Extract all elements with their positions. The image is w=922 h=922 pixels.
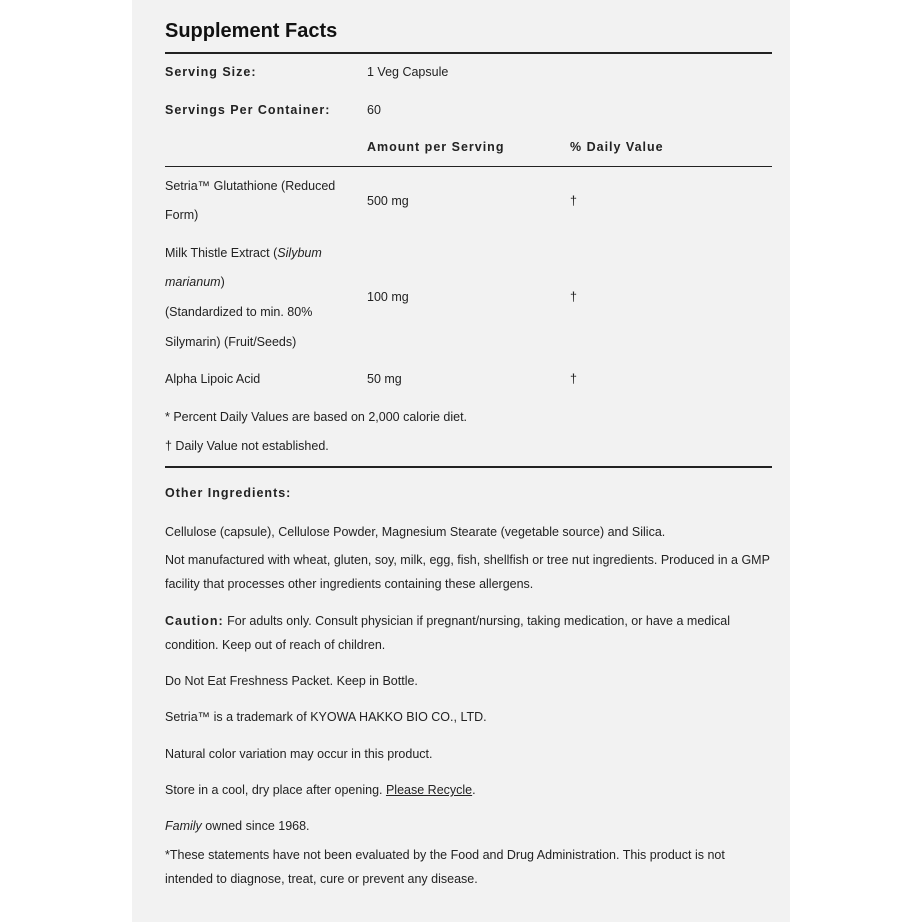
caution-label: Caution: [165, 614, 224, 628]
allergen-statement: Not manufactured with wheat, gluten, soy, milk, egg, fish, shellfish or tree nut ingredients. Produced in a GMP facility that processes other ingredients containing these allergens. [165, 553, 770, 591]
footnote-dagger: † Daily Value not established. [165, 439, 329, 453]
caution-statement [165, 609, 775, 657]
ingredient-amount: 500 mg [367, 194, 409, 208]
ingredient-dv: † [570, 372, 577, 386]
trademark-note: Setria™ is a trademark of KYOWA HAKKO BIO CO., LTD. [165, 710, 487, 724]
other-ingredients-text: Cellulose (capsule), Cellulose Powder, Magnesium Stearate (vegetable source) and Silica. [165, 525, 666, 539]
footnote-percent: * Percent Daily Values are based on 2,000 calorie diet. [165, 410, 468, 424]
ingredient-name-line: marianum) [165, 275, 225, 289]
ingredient-name-line: Silymarin) (Fruit/Seeds) [165, 335, 297, 349]
storage-note: Store in a cool, dry place after opening. Please Recycle. [165, 783, 476, 797]
facts-bottom-divider [165, 466, 772, 468]
fda-disclaimer: *These statements have not been evaluated by the Food and Drug Administration. This product is not intended to diagnose, treat, cure or prevent any disease. [165, 848, 725, 886]
serving-size-value: 1 Veg Capsule [367, 65, 449, 79]
header-divider [165, 166, 772, 167]
ingredient-name-line: (Standardized to min. 80% [165, 305, 313, 319]
color-variation-note: Natural color variation may occur in this product. [165, 747, 433, 761]
ingredient-dv: † [570, 194, 577, 208]
ingredient-name-line: Setria™ Glutathione (Reduced [165, 179, 336, 193]
family-owned-note: Family owned since 1968. [165, 819, 310, 833]
please-recycle-link[interactable]: Please Recycle [385, 783, 473, 797]
ingredient-amount: 100 mg [367, 290, 409, 304]
serving-size-label: Serving Size: [165, 65, 257, 79]
ingredient-amount: 50 mg [367, 372, 402, 386]
ingredient-dv: † [570, 290, 577, 304]
ingredient-name-line: Alpha Lipoic Acid [165, 372, 261, 386]
supplement-facts-panel [132, 0, 790, 922]
ingredient-name-line: Form) [165, 208, 199, 222]
page-title: Supplement Facts [165, 20, 338, 42]
servings-per-container-label: Servings Per Container: [165, 103, 331, 117]
caution-text: For adults only. Consult physician if pregnant/nursing, taking medication, or have a medical condition. Keep out of reach of children. [165, 614, 730, 652]
freshness-note: Do Not Eat Freshness Packet. Keep in Bottle. [165, 674, 418, 688]
amount-per-serving-header: Amount per Serving [367, 140, 505, 154]
ingredient-name-line: Milk Thistle Extract (Silybum [165, 246, 322, 260]
daily-value-header: % Daily Value [570, 140, 664, 154]
servings-per-container-value: 60 [367, 103, 381, 117]
title-divider [165, 52, 772, 54]
other-ingredients-label: Other Ingredients: [165, 486, 292, 500]
